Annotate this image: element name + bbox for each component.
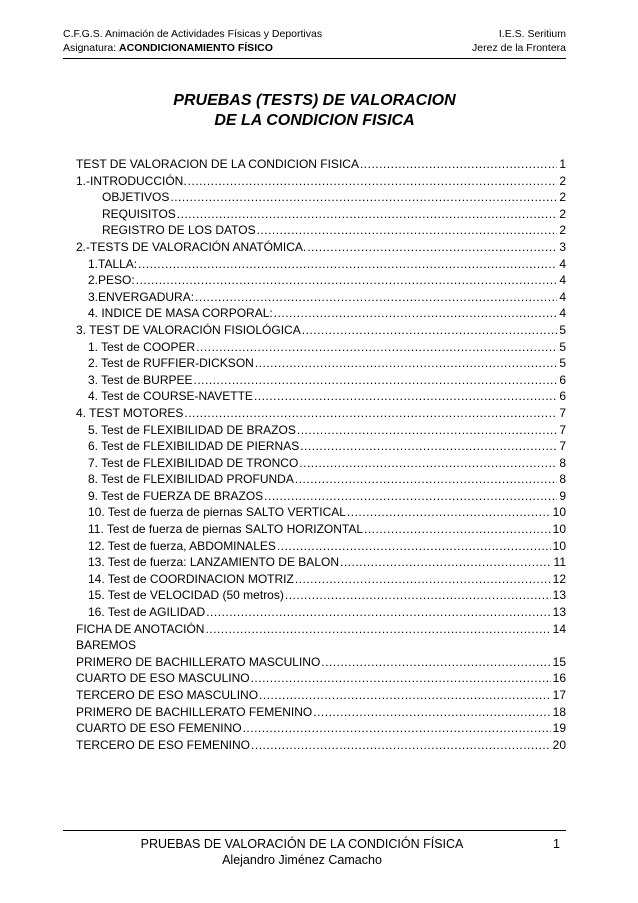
toc-entry[interactable] (76, 206, 566, 223)
toc-dot-leader (188, 173, 558, 190)
footer-title: PRUEBAS DE VALORACIÓN DE LA CONDICIÓN FÍSICA (140, 837, 464, 851)
toc-dot-leader (285, 587, 551, 604)
toc-entry-title: 13. Test de fuerza: LANZAMIENTO DE BALON (88, 555, 339, 570)
toc-entry-title: 10. Test de fuerza de piernas SALTO VERTICAL (88, 505, 346, 520)
toc-dot-leader (340, 554, 552, 571)
toc-dot-leader (206, 604, 550, 621)
toc-entry-title: 9. Test de FUERZA DE BRAZOS (88, 488, 264, 503)
toc-dot-leader (194, 372, 558, 389)
course-name: C.F.G.S. Animación de Actividades Físicas y Deportivas (63, 28, 323, 40)
toc-entry-page: 4 (559, 306, 566, 321)
toc-entry-title: 11. Test de fuerza de piernas SALTO HORIZONTAL (88, 522, 364, 537)
toc-dot-leader (205, 621, 550, 638)
toc-entry[interactable] (76, 637, 566, 654)
toc-entry-page: 2 (559, 190, 566, 205)
toc-entry[interactable] (76, 538, 566, 555)
toc-dot-leader (302, 322, 558, 339)
toc-entry-page: 19 (552, 721, 566, 736)
toc-entry-page: 1 (559, 157, 566, 171)
subject-value: ACONDICIONAMIENTO FÍSICO (119, 42, 273, 54)
toc-dot-leader (251, 670, 551, 687)
toc-dot-leader (170, 189, 557, 206)
toc-entry[interactable] (76, 521, 566, 538)
toc-entry[interactable] (76, 587, 566, 604)
toc-entry-title: 4. INDICE DE MASA CORPORAL: (88, 306, 273, 321)
toc-entry[interactable] (76, 687, 566, 704)
toc-entry[interactable] (76, 670, 566, 687)
table-of-contents (76, 156, 566, 753)
toc-entry-page: 11 (553, 555, 566, 570)
toc-entry-title: 2. Test de RUFFIER-DICKSON (88, 356, 254, 371)
toc-entry-page: 12 (552, 571, 566, 586)
header-divider (63, 58, 566, 59)
toc-entry-page: 20 (552, 737, 566, 752)
toc-entry[interactable] (76, 339, 566, 356)
toc-entry-page: 5 (559, 322, 566, 337)
toc-entry-page: 7 (559, 439, 566, 454)
toc-dot-leader (251, 737, 551, 754)
toc-entry-page: 10 (552, 538, 566, 553)
toc-entry-page: 13 (552, 588, 566, 603)
toc-entry-title: CUARTO DE ESO FEMENINO (76, 721, 242, 736)
toc-entry-title: 4. TEST MOTORES (76, 405, 184, 420)
toc-entry[interactable] (76, 504, 566, 521)
toc-entry[interactable] (76, 256, 566, 273)
toc-entry-page: 16 (552, 671, 566, 686)
toc-entry-title: 2.-TESTS DE VALORACIÓN ANATÓMICA. (76, 239, 307, 254)
toc-entry[interactable] (76, 289, 566, 306)
toc-dot-leader (196, 339, 557, 356)
toc-entry[interactable] (76, 322, 566, 339)
toc-entry-title: 3.ENVERGADURA: (88, 289, 195, 304)
toc-entry-page: 18 (552, 704, 566, 719)
toc-entry[interactable] (76, 372, 566, 389)
toc-entry-title: TERCERO DE ESO FEMENINO (76, 737, 251, 752)
toc-entry[interactable] (76, 438, 566, 455)
school-location: Jerez de la Frontera (472, 42, 566, 54)
toc-entry-title: TEST DE VALORACION DE LA CONDICION FISICA (76, 157, 359, 171)
toc-entry-page: 10 (552, 505, 566, 520)
toc-entry[interactable] (76, 488, 566, 505)
toc-dot-leader (299, 455, 557, 472)
toc-dot-leader (243, 720, 551, 737)
page-header (63, 27, 566, 55)
toc-entry[interactable] (76, 405, 566, 422)
toc-entry[interactable] (76, 189, 566, 206)
toc-entry-title: 7. Test de FLEXIBILIDAD DE TRONCO (88, 455, 299, 470)
toc-entry-page: 8 (559, 472, 566, 487)
toc-dot-leader (277, 538, 551, 555)
toc-entry-title: 6. Test de FLEXIBILIDAD DE PIERNAS (88, 439, 300, 454)
toc-entry[interactable] (76, 388, 566, 405)
toc-entry-page: 3 (559, 239, 566, 254)
toc-entry-page: 4 (559, 256, 566, 271)
toc-entry-title: 15. Test de VELOCIDAD (50 metros) (88, 588, 284, 603)
toc-entry[interactable] (76, 422, 566, 439)
document-title (63, 91, 566, 131)
toc-entry-title: TERCERO DE ESO MASCULINO (76, 688, 259, 702)
toc-dot-leader (255, 355, 557, 372)
toc-entry-page: 4 (559, 289, 566, 304)
title-line-2: DE LA CONDICION FISICA (214, 112, 415, 129)
toc-entry-title: OBJETIVOS (102, 190, 170, 205)
toc-entry[interactable] (76, 305, 566, 322)
toc-entry-page: 2 (559, 223, 566, 238)
toc-dot-leader (184, 405, 557, 422)
toc-entry-title: PRIMERO DE BACHILLERATO MASCULINO (76, 654, 321, 669)
page-footer (63, 836, 566, 868)
toc-dot-leader (321, 654, 550, 671)
toc-entry-page: 6 (559, 389, 566, 404)
toc-entry-title: 3. TEST DE VALORACIÓN FISIOLÓGICA (76, 322, 301, 337)
toc-entry[interactable] (76, 222, 566, 239)
toc-dot-leader (274, 305, 558, 322)
toc-entry-title: 4. Test de COURSE-NAVETTE (88, 389, 253, 404)
toc-dot-leader (347, 504, 551, 521)
toc-entry-title: BAREMOS (76, 638, 137, 653)
subject (63, 41, 273, 55)
toc-entry[interactable] (76, 173, 566, 190)
toc-entry[interactable] (76, 720, 566, 737)
toc-entry-page: 10 (552, 522, 566, 537)
toc-entry[interactable] (76, 455, 566, 472)
toc-entry-page: 7 (559, 405, 566, 420)
title-line-1: PRUEBAS (TESTS) DE VALORACION (173, 92, 456, 109)
toc-entry[interactable] (76, 571, 566, 588)
toc-entry-page: 13 (552, 605, 566, 620)
toc-dot-leader (264, 488, 557, 505)
subject-label: Asignatura: (63, 42, 120, 54)
toc-entry-title: 12. Test de fuerza, ABDOMINALES (88, 538, 276, 553)
toc-dot-leader (300, 438, 557, 455)
toc-entry-title: 2.PESO: (88, 273, 135, 288)
toc-entry-title: 14. Test de COORDINACION MOTRIZ (88, 571, 294, 586)
toc-entry[interactable] (76, 554, 566, 571)
toc-dot-leader (257, 222, 558, 239)
toc-entry[interactable] (76, 471, 566, 488)
toc-entry-page: 4 (559, 273, 566, 288)
toc-entry[interactable] (76, 272, 566, 289)
toc-entry-title: REQUISITOS (102, 206, 176, 221)
toc-entry-page: 5 (559, 339, 566, 354)
toc-entry-page: 2 (559, 206, 566, 221)
toc-entry-title: 16. Test de AGILIDAD (88, 605, 206, 620)
toc-entry[interactable] (76, 156, 566, 173)
toc-entry-page: 6 (559, 372, 566, 387)
toc-dot-leader (295, 471, 557, 488)
toc-dot-leader (177, 206, 558, 223)
toc-dot-leader (254, 388, 557, 405)
toc-entry-title: REGISTRO DE LOS DATOS (102, 223, 256, 238)
toc-entry-title: 5. Test de FLEXIBILIDAD DE BRAZOS (88, 422, 296, 437)
toc-entry-page: 15 (552, 654, 566, 669)
toc-entry-page: 7 (559, 422, 566, 437)
footer-author: Alejandro Jiménez Camacho (222, 853, 382, 867)
school-name: I.E.S. Seritium (498, 28, 566, 40)
toc-entry[interactable] (76, 604, 566, 621)
toc-entry-page: 2 (559, 173, 566, 188)
toc-entry-page: 9 (559, 488, 566, 503)
toc-dot-leader (195, 289, 557, 306)
toc-entry[interactable] (76, 355, 566, 372)
toc-entry-page: 8 (559, 455, 566, 470)
toc-dot-leader (360, 156, 557, 173)
toc-entry-title: 8. Test de FLEXIBILIDAD PROFUNDA (88, 472, 294, 487)
toc-entry-title: FICHA DE ANOTACIÓN (76, 621, 205, 636)
toc-entry[interactable] (76, 704, 566, 721)
toc-entry[interactable] (76, 654, 566, 671)
toc-dot-leader (297, 422, 557, 439)
page-number: 1 (553, 837, 560, 851)
toc-entry[interactable] (76, 239, 566, 256)
toc-entry-title: 1.TALLA: (88, 256, 138, 271)
toc-dot-leader (295, 571, 551, 588)
toc-entry-title: CUARTO DE ESO MASCULINO (76, 671, 250, 686)
toc-dot-leader (307, 239, 557, 256)
toc-entry-page: 14 (552, 621, 566, 636)
toc-entry[interactable] (76, 737, 566, 754)
toc-entry-title: 3. Test de BURPEE (88, 372, 193, 387)
toc-dot-leader (313, 704, 550, 721)
toc-entry-page: 5 (559, 356, 566, 371)
toc-entry-title: 1.-INTRODUCCIÓN. (76, 173, 187, 188)
toc-entry[interactable] (76, 621, 566, 638)
toc-dot-leader (136, 272, 558, 289)
toc-entry-title: 1. Test de COOPER (88, 339, 196, 354)
toc-entry-page: 17 (552, 688, 566, 702)
footer-divider (63, 830, 566, 831)
toc-dot-leader (138, 256, 557, 273)
toc-entry-title: PRIMERO DE BACHILLERATO FEMENINO (76, 704, 313, 719)
toc-dot-leader (364, 521, 551, 538)
toc-dot-leader (259, 687, 551, 704)
